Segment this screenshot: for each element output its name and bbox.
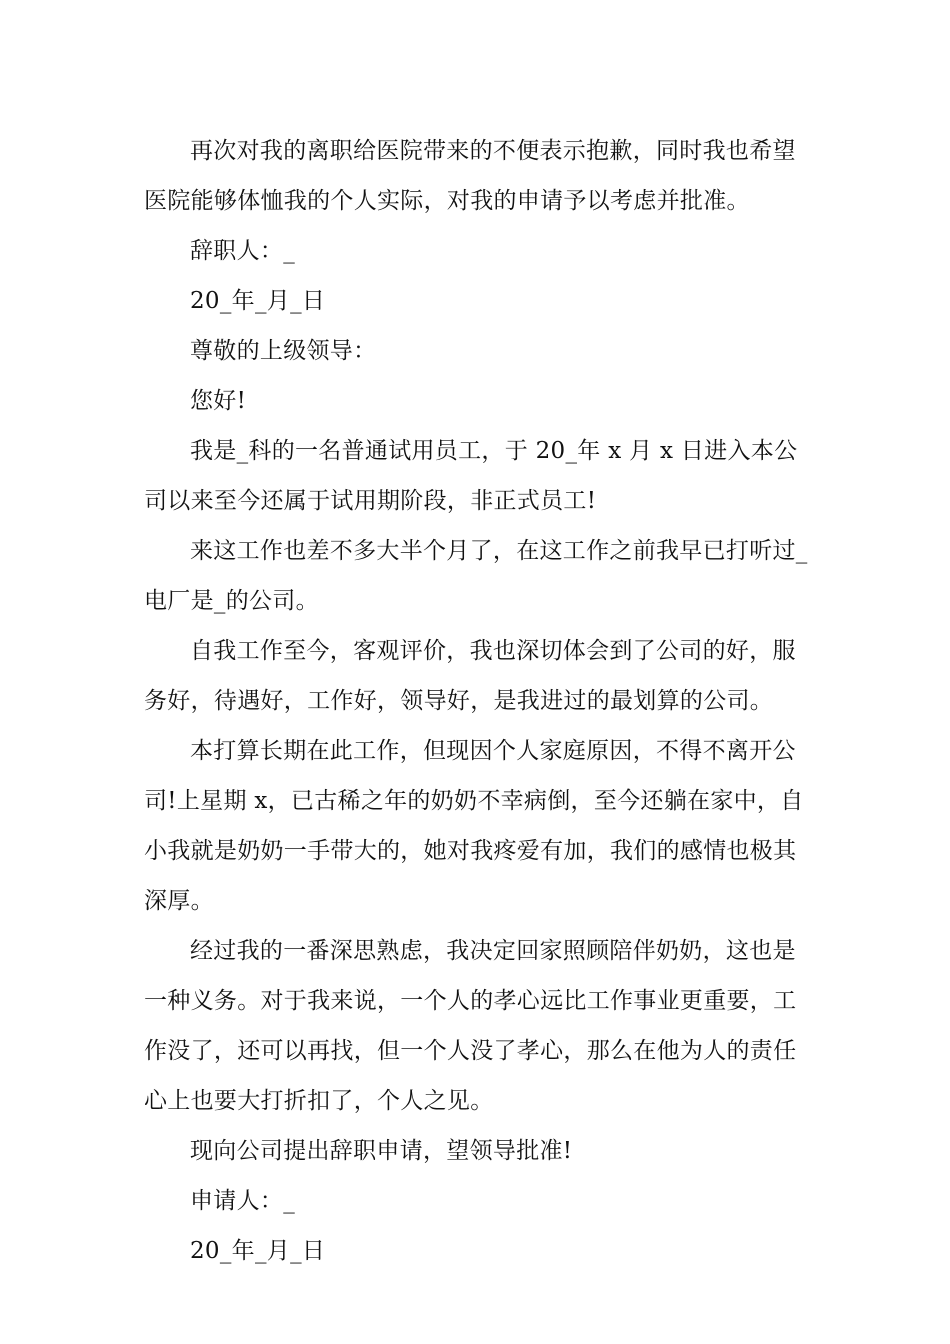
paragraph-family-reason: 本打算长期在此工作，但现因个人家庭原因，不得不离开公司!上星期 x，已古稀之年的奶奶不幸病倒，至今还躺在家中，自小我就是奶奶一手带大的，她对我疼爱有加，我们的感情也极其深厚。 xyxy=(144,738,804,914)
salutation: 尊敬的上级领导： xyxy=(190,338,377,364)
paragraph-background: 来这工作也差不多大半个月了，在这工作之前我早已打听过_电厂是_的公司。 xyxy=(144,538,808,614)
resigner-signature-line: 辞职人：_ xyxy=(190,238,295,264)
paragraph-introduction: 我是_科的一名普通试用员工，于 20_年 x 月 x 日进入本公司以来至今还属于试用期阶段，非正式员工! xyxy=(144,438,798,514)
date-line-1: 20_年_月_日 xyxy=(190,288,326,314)
paragraph-hospital-apology: 再次对我的离职给医院带来的不便表示抱歉，同时我也希望医院能够体恤我的个人实际，对我的申请予以考虑并批准。 xyxy=(144,138,796,214)
greeting: 您好! xyxy=(190,388,247,414)
date-line-2: 20_年_月_日 xyxy=(190,1238,326,1264)
paragraph-evaluation: 自我工作至今，客观评价，我也深切体会到了公司的好，服务好，待遇好，工作好，领导好，是我进过的最划算的公司。 xyxy=(144,638,796,714)
paragraph-request: 现向公司提出辞职申请，望领导批准! xyxy=(190,1138,573,1164)
document-body xyxy=(144,126,808,1276)
applicant-signature-line: 申请人：_ xyxy=(190,1188,295,1214)
paragraph-decision: 经过我的一番深思熟虑，我决定回家照顾陪伴奶奶，这也是一种义务。对于我来说，一个人的孝心远比工作事业更重要，工作没了，还可以再找，但一个人没了孝心，那么在他为人的责任心上也要大打折扣了，个人之见。 xyxy=(144,938,797,1114)
